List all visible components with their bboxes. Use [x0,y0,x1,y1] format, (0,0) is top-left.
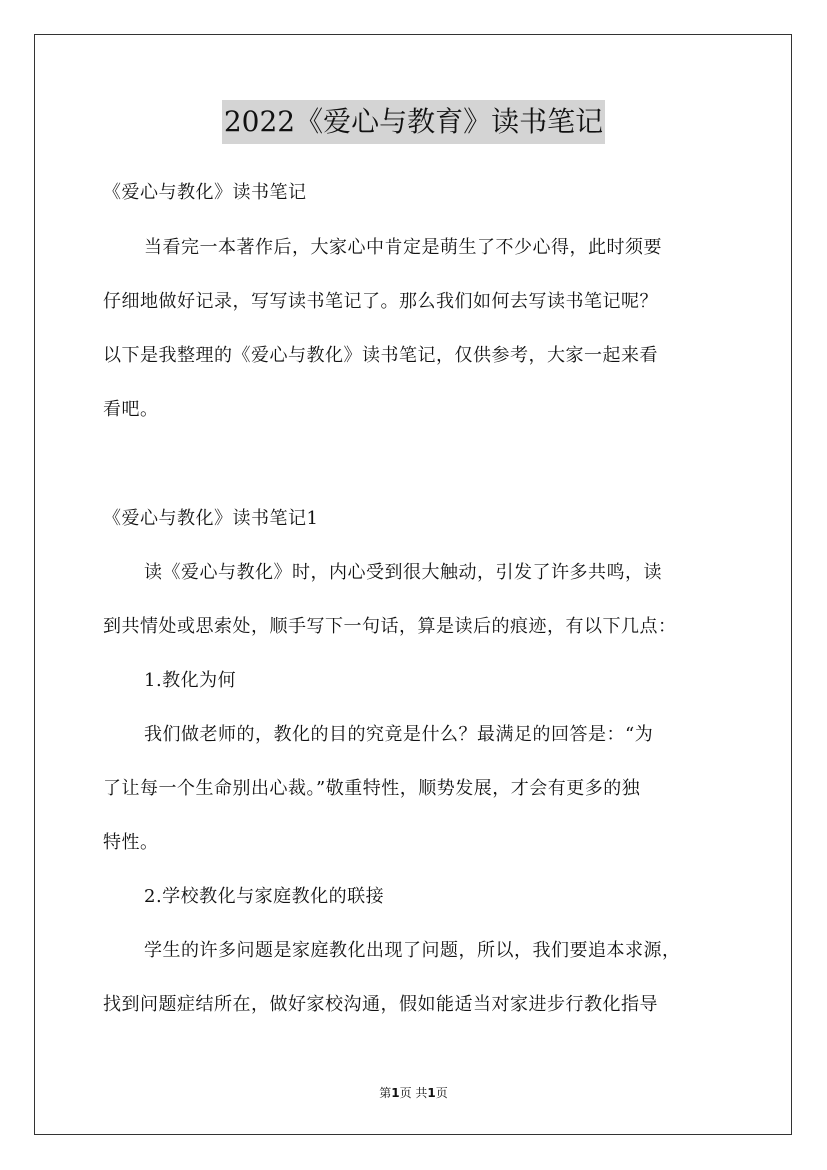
paragraph-line: 特性。 [103,832,159,853]
paragraph-line: 以下是我整理的《爱心与教化》读书笔记，仅供参考，大家一起来看 [103,345,658,366]
paragraph-line: 学生的许多问题是家庭教化出现了问题，所以，我们要追本求源， [144,940,681,961]
title-container [0,100,827,144]
paragraph-line: 我们做老师的，教化的目的究竟是什么？最满足的回答是：“为 [144,724,654,745]
paragraph-line: 看吧。 [103,399,159,420]
list-heading: 2.学校教化与家庭教化的联接 [144,886,385,907]
paragraph-line: 仔细地做好记录，写写读书笔记了。那么我们如何去写读书笔记呢？ [103,291,658,312]
footer-mid: 页 共 [399,1086,428,1100]
paragraph-line: 找到问题症结所在，做好家校沟通，假如能适当对家进步行教化指导 [103,994,658,1015]
document-title: 2022《爱心与教育》读书笔记 [222,100,605,144]
paragraph-line: 当看完一本著作后，大家心中肯定是萌生了不少心得，此时须要 [144,237,662,258]
footer-total-pages: 1 [427,1086,436,1100]
section-heading: 《爱心与教化》读书笔记1 [103,508,319,529]
footer-suffix: 页 [435,1086,448,1100]
paragraph-line: 了让每一个生命别出心裁。”敬重特性，顺势发展，才会有更多的独 [103,778,641,799]
subtitle-line: 《爱心与教化》读书笔记 [103,182,307,203]
paragraph-line: 到共情处或思索处，顺手写下一句话，算是读后的痕迹，有以下几点： [103,616,677,637]
list-heading: 1.教化为何 [144,670,237,691]
footer-prefix: 第 [379,1086,392,1100]
paragraph-line: 读《爱心与教化》时，内心受到很大触动，引发了许多共鸣，读 [144,562,662,583]
footer-current-page: 1 [391,1086,400,1100]
page-footer [0,1084,827,1101]
